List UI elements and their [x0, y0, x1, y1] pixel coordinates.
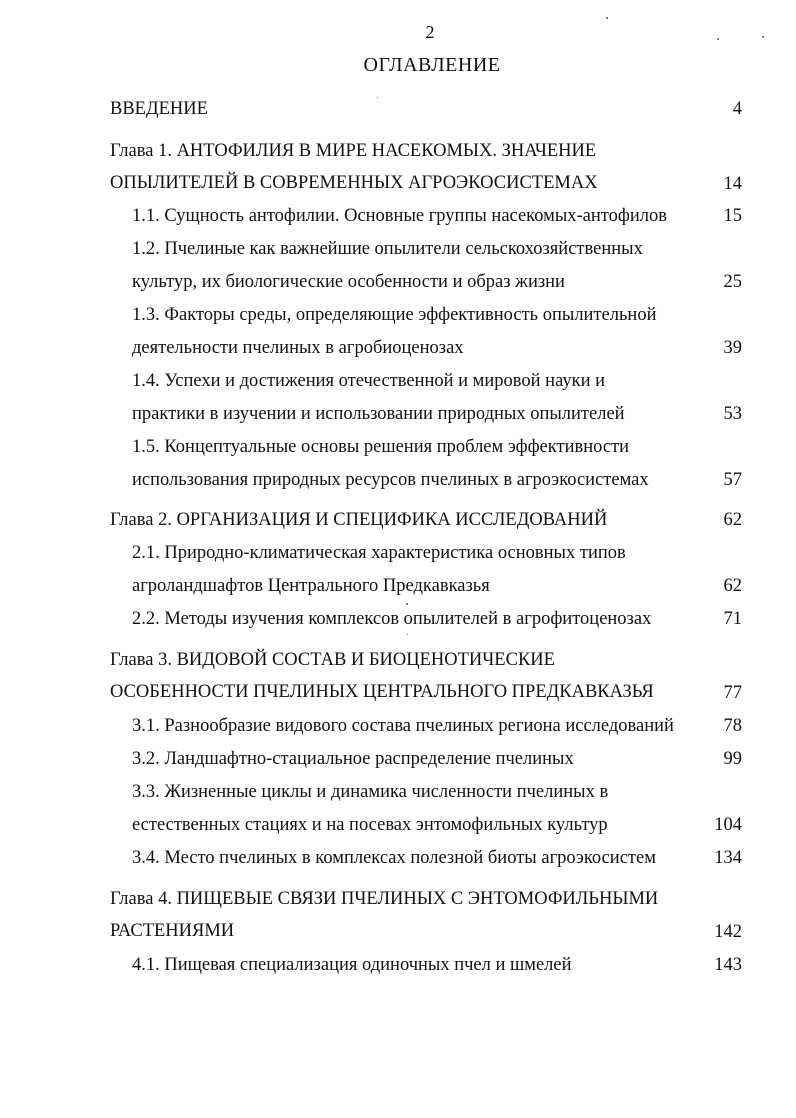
toc-section-1-2-line-1: 1.2. Пчелиные как важнейшие опылители сельскохозяйственных — [132, 239, 643, 259]
page-title: ОГЛАВЛЕНИЕ — [363, 54, 501, 76]
toc-page-number: 53 — [723, 404, 742, 424]
scan-speck — [762, 36, 764, 38]
toc-section-2-1-line-1: 2.1. Природно-климатическая характеристика основных типов — [132, 543, 626, 563]
toc-page-number: 62 — [723, 510, 742, 530]
toc-chapter-4-line-1: Глава 4. ПИЩЕВЫЕ СВЯЗИ ПЧЕЛИНЫХ С ЭНТОМОФИЛЬНЫМИ — [110, 889, 659, 909]
toc-section-2-2: 2.2. Методы изучения комплексов опылителей в агрофитоценозах — [132, 609, 652, 629]
toc-page-number: 78 — [723, 716, 742, 736]
toc-section-1-5-line-1: 1.5. Концептуальные основы решения проблем эффективности — [132, 437, 630, 457]
toc-chapter-3-line-1: Глава 3. ВИДОВОЙ СОСТАВ И БИОЦЕНОТИЧЕСКИЕ — [110, 650, 555, 670]
toc-page-number: 39 — [723, 338, 742, 358]
toc-section-3-3-line-1: 3.3. Жизненные циклы и динамика численности пчелиных в — [132, 782, 609, 802]
toc-page-number: 62 — [723, 576, 742, 596]
scan-speck — [377, 97, 378, 98]
page-number: 2 — [425, 22, 435, 42]
toc-section-1-4-line-2: практики в изучении и использовании природных опылителей — [132, 404, 625, 424]
scan-speck — [407, 634, 408, 635]
toc-section-3-1: 3.1. Разнообразие видового состава пчелиных региона исследований — [132, 716, 674, 736]
toc-chapter-1-line-1: Глава 1. АНТОФИЛИЯ В МИРЕ НАСЕКОМЫХ. ЗНАЧЕНИЕ — [110, 141, 597, 161]
toc-page-number: 77 — [723, 683, 742, 703]
toc-page-number: 71 — [723, 609, 742, 629]
toc-page-number: 57 — [723, 470, 742, 490]
toc-section-1-3-line-2: деятельности пчелиных в агробиоценозах — [132, 338, 464, 358]
toc-entry-introduction: ВВЕДЕНИЕ — [110, 99, 208, 119]
scan-speck — [606, 17, 608, 19]
scan-speck — [717, 38, 719, 40]
toc-chapter-4-line-2: РАСТЕНИЯМИ — [110, 921, 235, 941]
toc-section-3-2: 3.2. Ландшафтно-стациальное распределение пчелиных — [132, 749, 574, 769]
toc-page-number: 4 — [732, 99, 742, 119]
toc-section-1-4-line-1: 1.4. Успехи и достижения отечественной и мировой науки и — [132, 371, 606, 391]
toc-section-1-2-line-2: культур, их биологические особенности и образ жизни — [132, 272, 565, 292]
toc-page-number: 99 — [723, 749, 742, 769]
toc-section-1-5-line-2: использования природных ресурсов пчелиных в агроэкосистемах — [132, 470, 649, 490]
toc-page-number: 25 — [723, 272, 742, 292]
toc-page-number: 14 — [723, 174, 742, 194]
toc-chapter-3-line-2: ОСОБЕННОСТИ ПЧЕЛИНЫХ ЦЕНТРАЛЬНОГО ПРЕДКАВКАЗЬЯ — [110, 682, 654, 702]
toc-chapter-1-line-2: ОПЫЛИТЕЛЕЙ В СОВРЕМЕННЫХ АГРОЭКОСИСТЕМАХ — [110, 173, 598, 193]
toc-page-number: 143 — [714, 955, 742, 975]
toc-section-3-4: 3.4. Место пчелиных в комплексах полезной биоты агроэкосистем — [132, 848, 656, 868]
toc-section-3-3-line-2: естественных стациях и на посевах энтомофильных культур — [132, 815, 608, 835]
toc-chapter-2: Глава 2. ОРГАНИЗАЦИЯ И СПЕЦИФИКА ИССЛЕДОВАНИЙ — [110, 510, 608, 530]
toc-section-4-1: 4.1. Пищевая специализация одиночных пчел и шмелей — [132, 955, 572, 975]
toc-page-number: 104 — [714, 815, 742, 835]
toc-page-number: 134 — [714, 848, 742, 868]
scan-speck — [406, 603, 408, 605]
toc-page-number: 142 — [714, 922, 742, 942]
toc-section-1-1: 1.1. Сущность антофилии. Основные группы насекомых-антофилов — [132, 206, 667, 226]
toc-section-1-3-line-1: 1.3. Факторы среды, определяющие эффективность опылительной — [132, 305, 657, 325]
toc-section-2-1-line-2: агроландшафтов Центрального Предкавказья — [132, 576, 490, 596]
toc-page-number: 15 — [723, 206, 742, 226]
